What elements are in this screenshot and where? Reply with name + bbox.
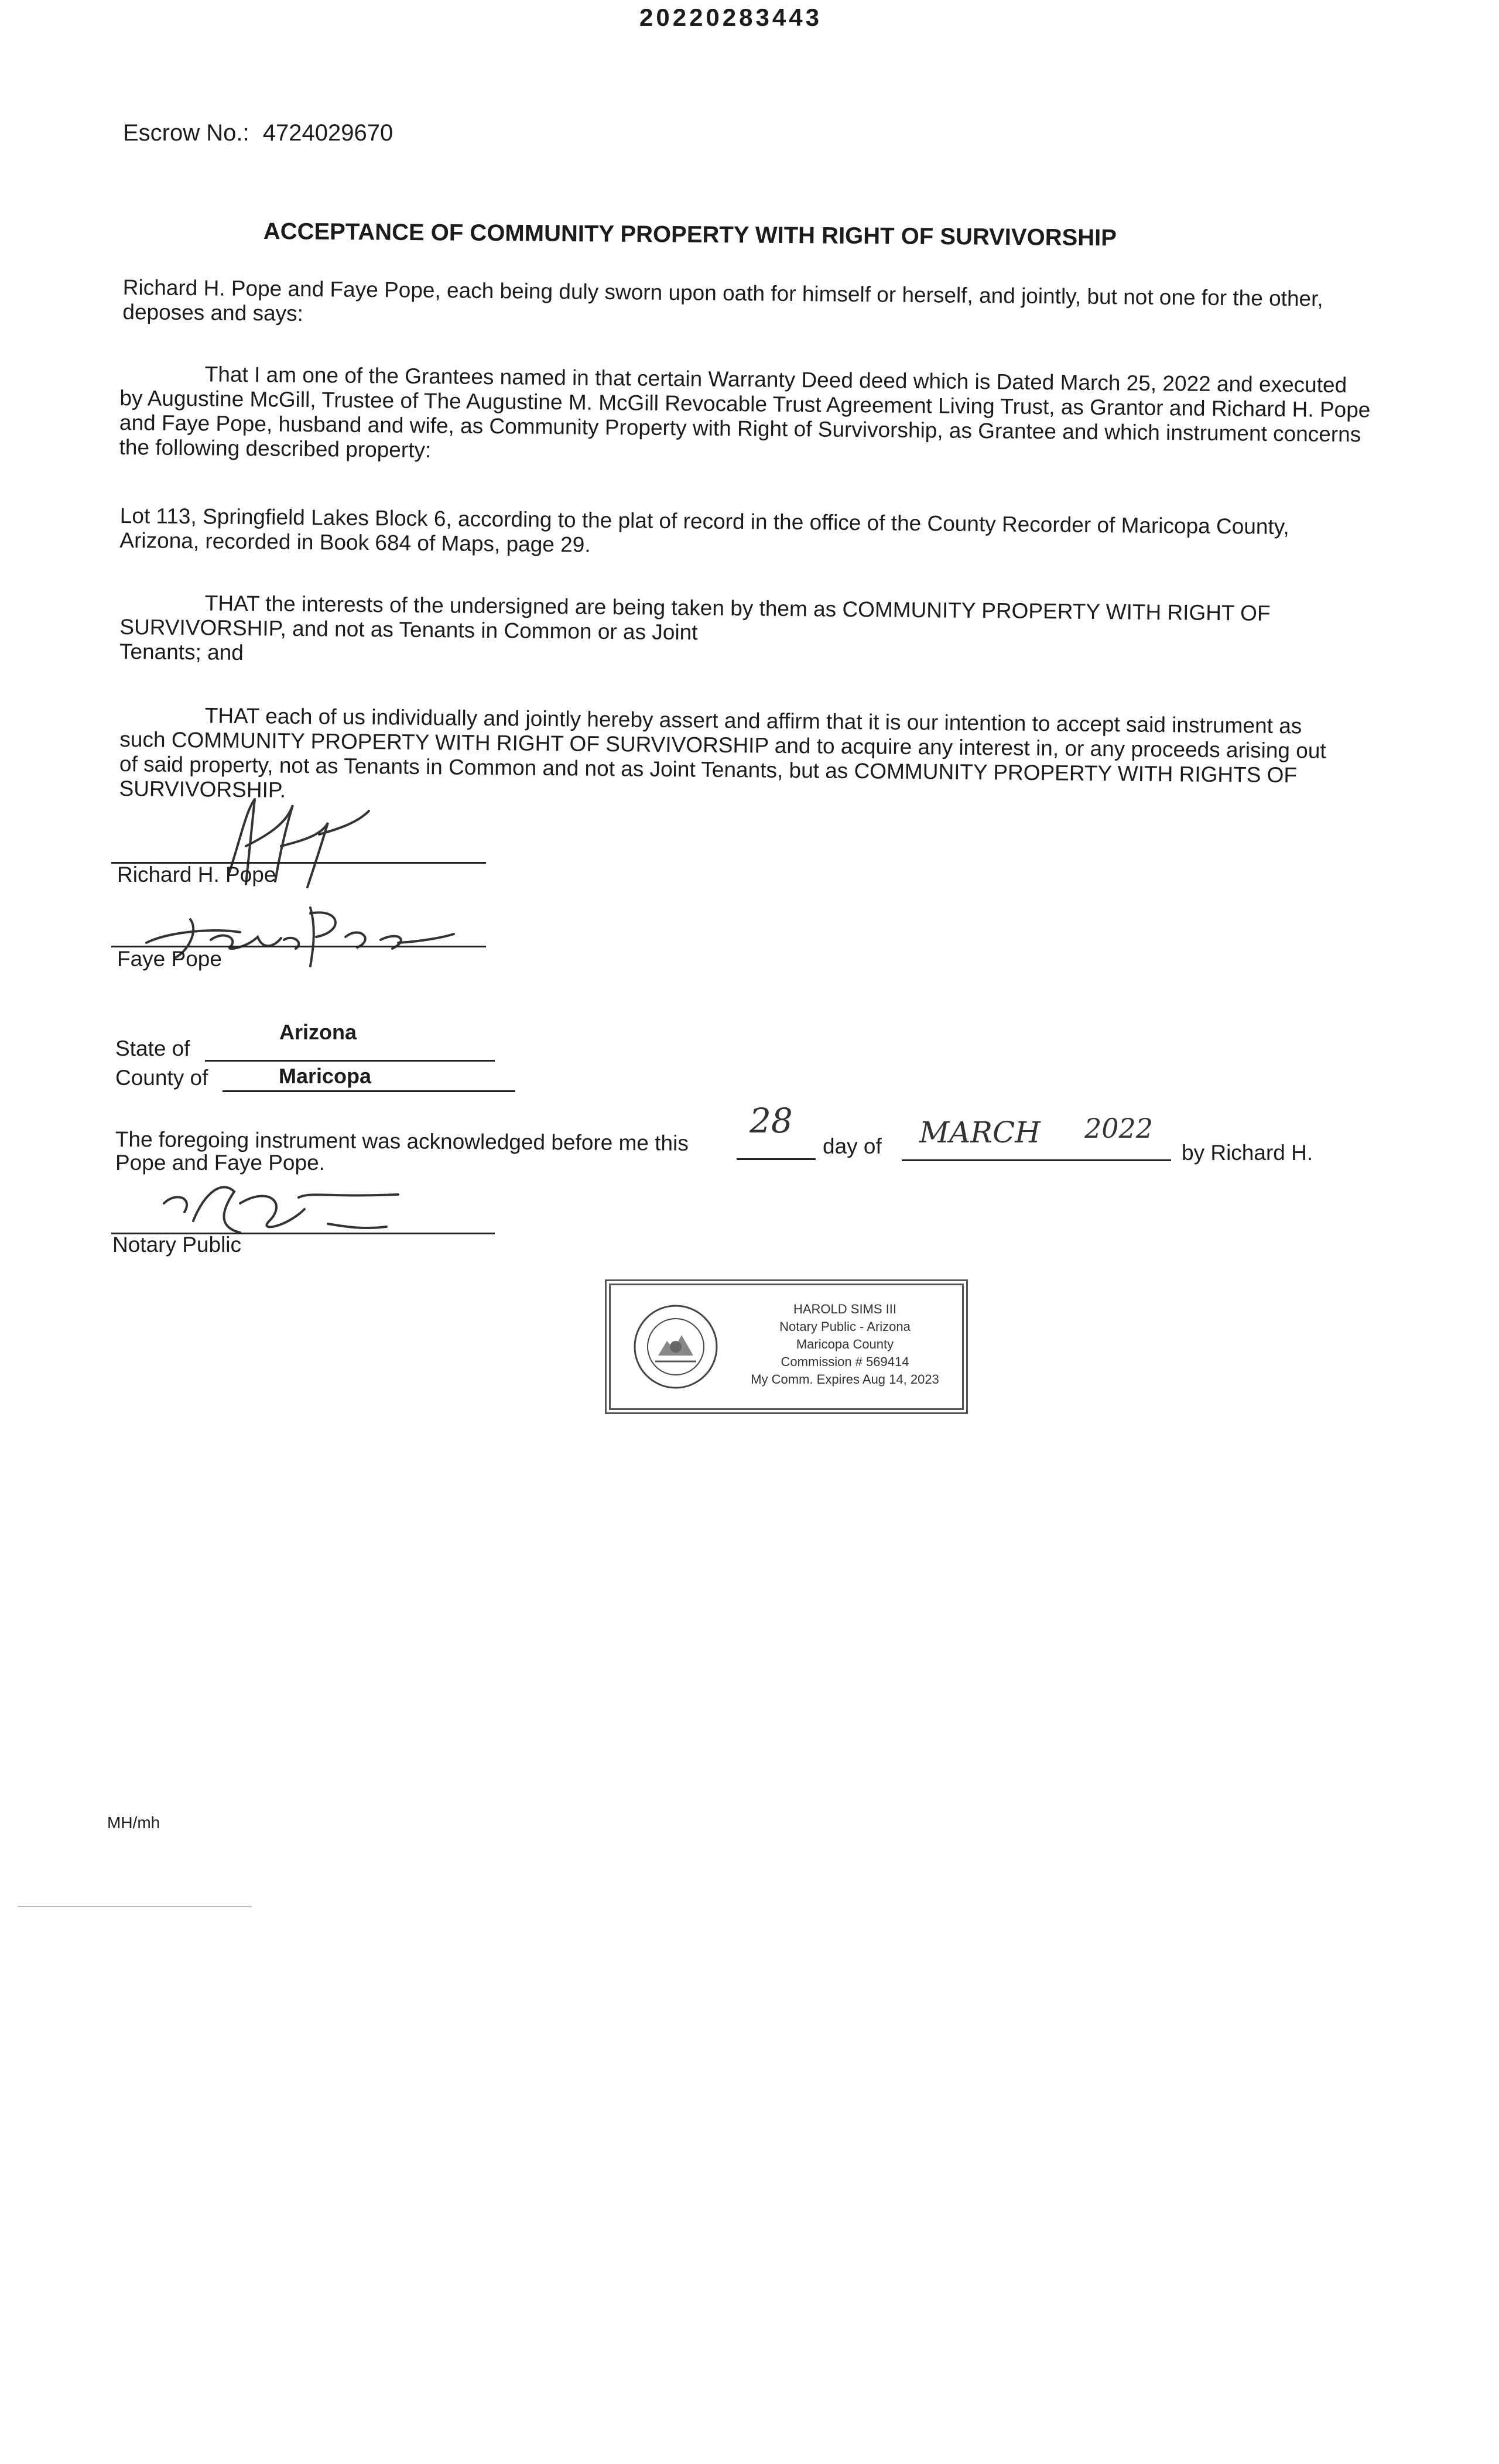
state-line [205, 1060, 495, 1062]
notary-title: Notary Public - Arizona [779, 1319, 911, 1334]
notary-commission: Commission # 569414 [781, 1354, 909, 1369]
escrow-number: 4724029670 [262, 120, 393, 146]
grantee-paragraph: That I am one of the Grantees named in that certain Warranty Deed deed which is Dated March 25, 2022 and executed by Augustine McGill, Trustee of The Augustine M. McGill Revocable Trust Agreement Living Trust, as Grantor and Richard H. Pope and Faye Pope, husband and wife, as Community Property with Right of Survivorship, as Grantee and which instrument concerns the following described property: [119, 362, 1371, 463]
notary-county: Maricopa County [796, 1337, 894, 1351]
notary-stamp [605, 1279, 968, 1414]
recording-number: 20220283443 [639, 4, 822, 31]
escrow-label: Escrow No.: [123, 120, 249, 146]
county-label: County of [115, 1066, 208, 1090]
scan-artifact-line [18, 1906, 252, 1907]
acknowledgment-prefix: The foregoing instrument was acknowledged before me this [115, 1127, 689, 1155]
document-title: ACCEPTANCE OF COMMUNITY PROPERTY WITH RIGHT OF SURVIVORSHIP [263, 218, 1117, 251]
arizona-state-seal [632, 1303, 720, 1391]
acknowledgment-day: 28 [750, 1101, 793, 1141]
escrow-number-line [123, 120, 393, 146]
state-label: State of [115, 1036, 190, 1060]
affirmation-paragraph: THAT each of us individually and jointly hereby assert and affirm that it is our intention to accept said instrument as such COMMUNITY PROPERTY WITH RIGHT OF SURVIVORSHIP and to acquire any interest in, or any proceeds arising out of said property, not as Tenants in Common and not as Joint Tenants, but as COMMUNITY PROPERTY WITH RIGHTS OF SURVIVORSHIP. [119, 703, 1326, 802]
signer-name-1: Richard H. Pope [117, 863, 276, 887]
day-of-label: day of [823, 1134, 882, 1158]
acknowledgment-continued: Pope and Faye Pope. [115, 1151, 325, 1175]
county-line [223, 1090, 515, 1092]
acknowledgment-month: MARCH [919, 1115, 1041, 1149]
signer-name-2: Faye Pope [117, 947, 222, 971]
county-value: Maricopa [279, 1064, 372, 1088]
acknowledgment-year: 2022 [1084, 1113, 1154, 1144]
notary-public-label: Notary Public [112, 1233, 242, 1257]
intro-paragraph: Richard H. Pope and Faye Pope, each being duly sworn upon oath for himself or herself, and jointly, but not one for the other, deposes and says: [122, 275, 1323, 326]
notary-name: HAROLD SIMS III [793, 1302, 897, 1316]
notary-expiration: My Comm. Expires Aug 14, 2023 [751, 1372, 939, 1387]
interests-paragraph: THAT the interests of the undersigned are being taken by them as COMMUNITY PROPERTY WITH RIGHT OF SURVIVORSHIP, and not as Tenants in Common or as Joint Tenants; and [119, 591, 1271, 665]
legal-description: Lot 113, Springfield Lakes Block 6, according to the plat of record in the office of the County Recorder of Maricopa County, Arizona, recorded in Book 684 of Maps, page 29. [119, 504, 1290, 557]
month-line [902, 1159, 1171, 1161]
state-value: Arizona [279, 1020, 357, 1044]
preparer-initials: MH/mh [107, 1813, 160, 1832]
day-line [737, 1158, 816, 1160]
acknowledgment-by: by Richard H. [1182, 1141, 1313, 1165]
